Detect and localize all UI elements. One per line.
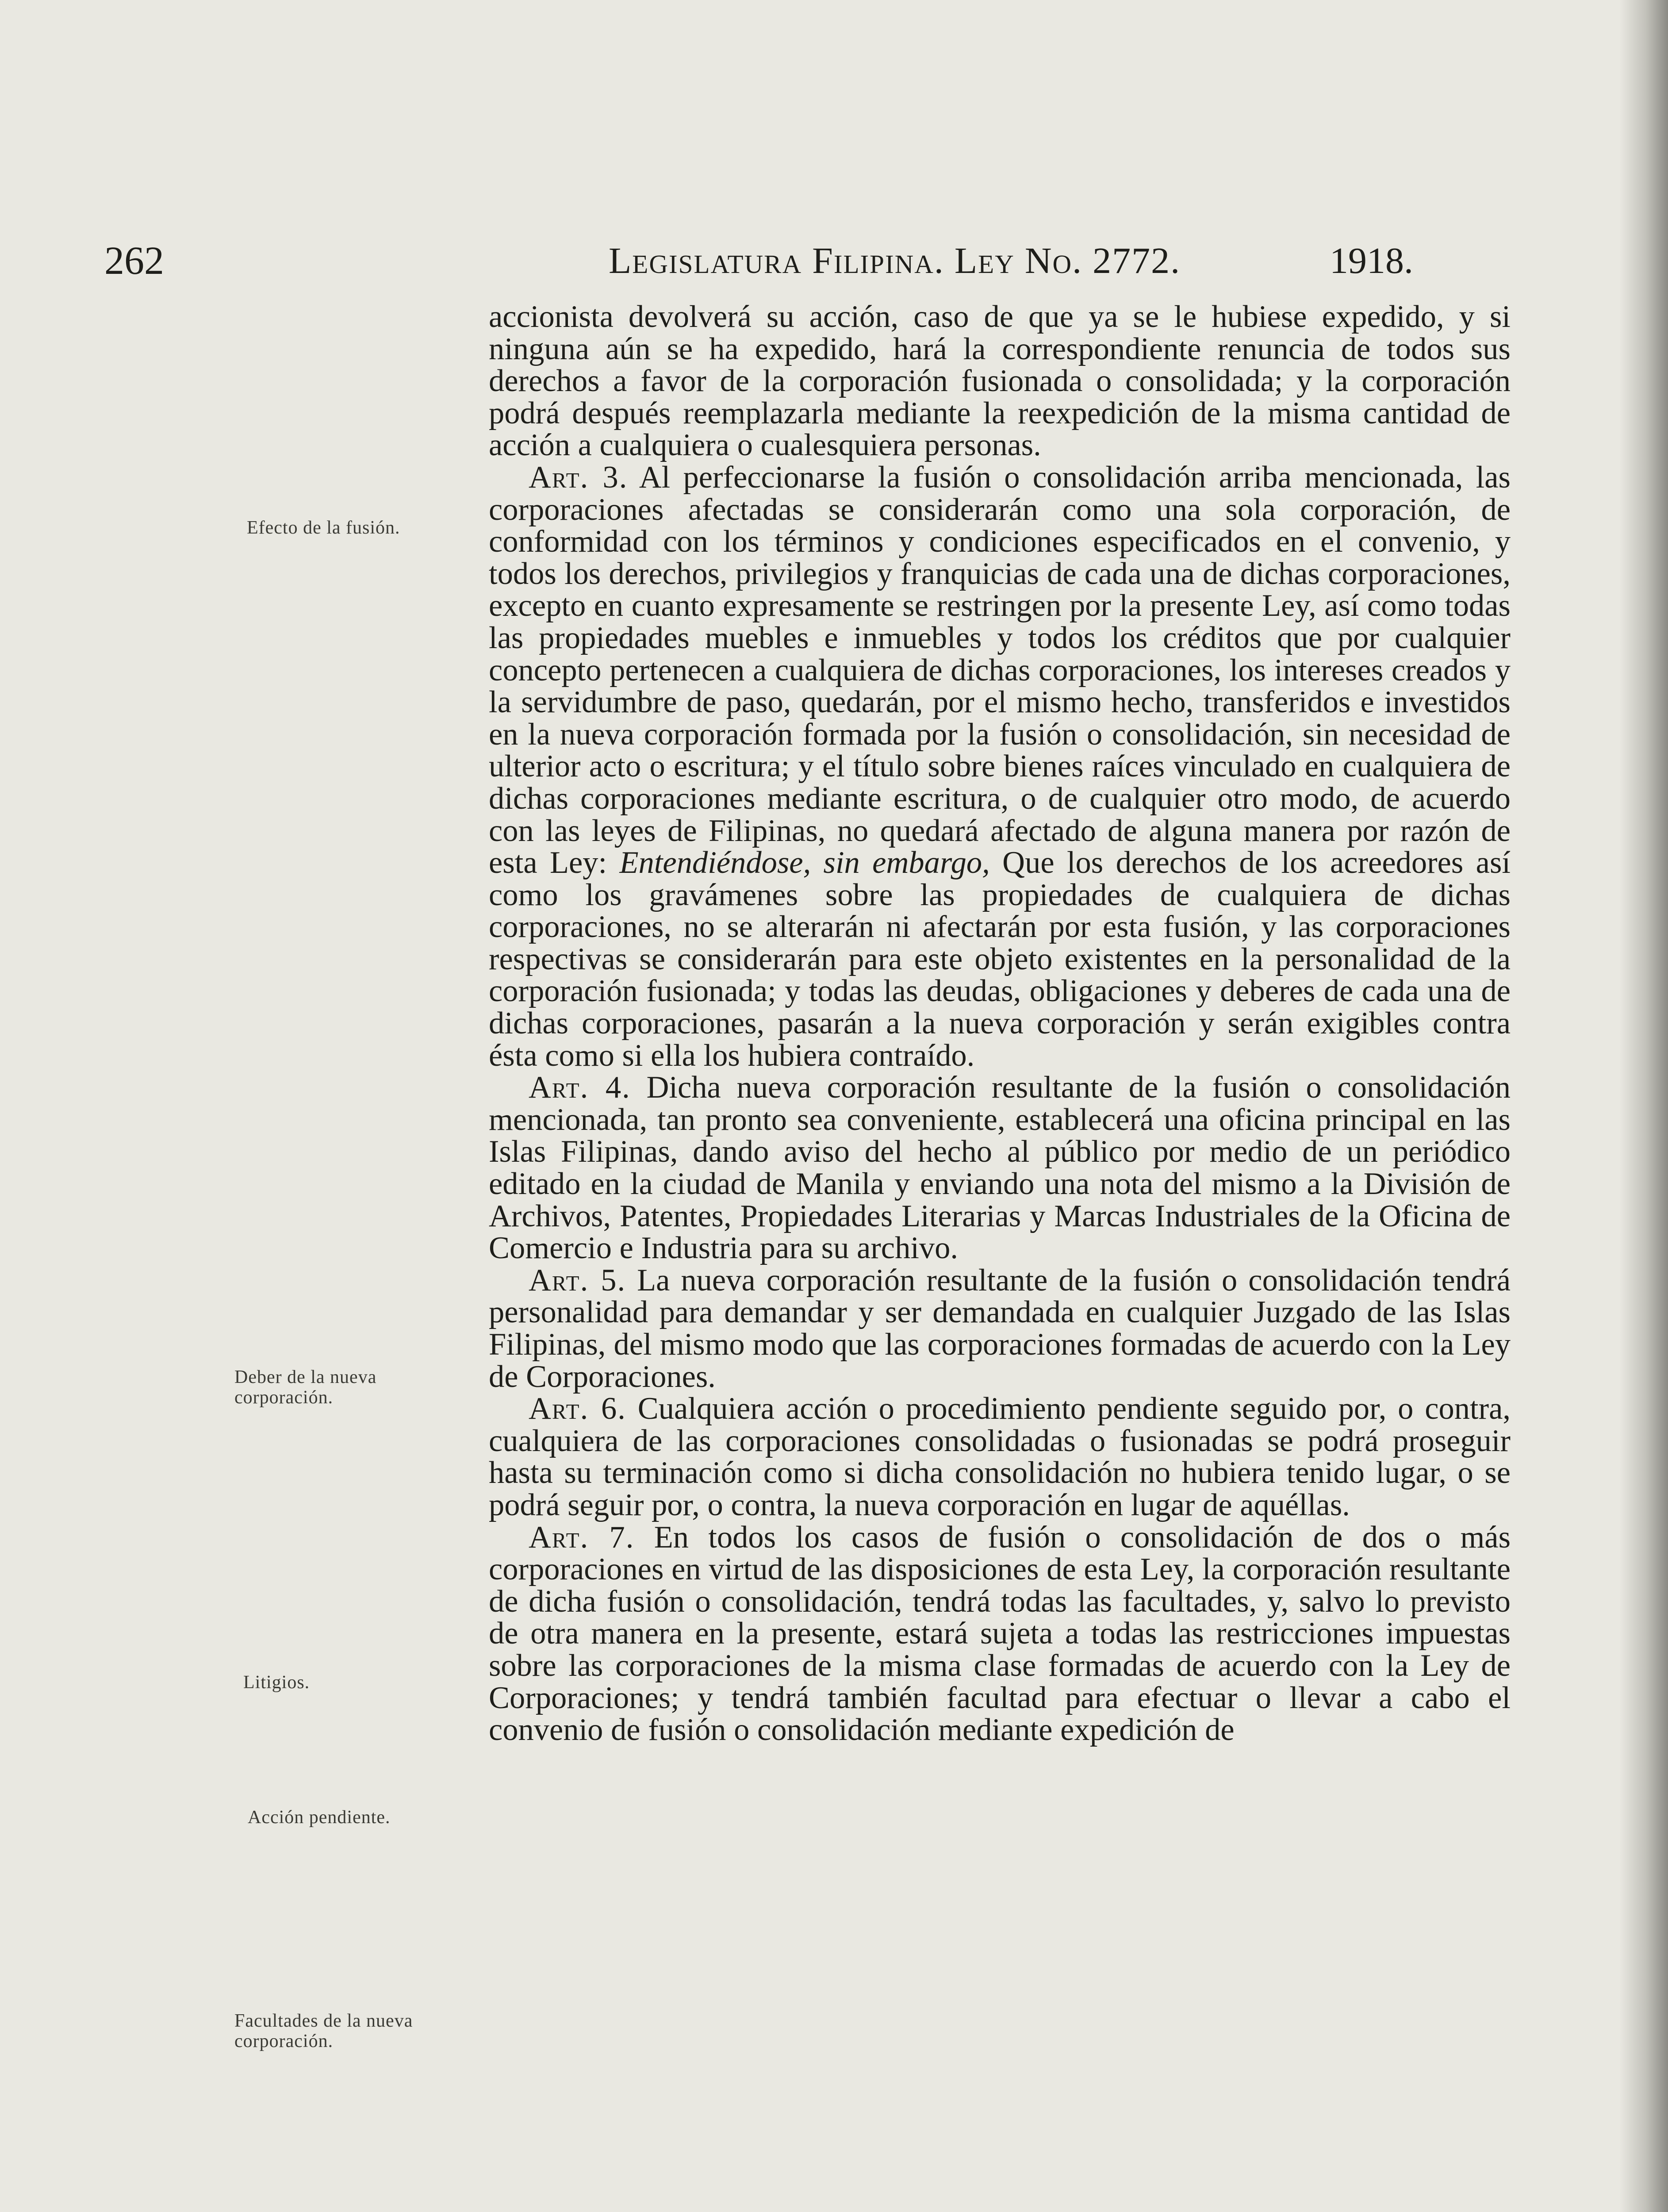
article-4-text: Dicha nueva corporación resultante de la fusión o consolidación mencionada, tan pronto sea conveniente, establecerá una oficina principal en las Islas Filipinas, dando aviso del hecho al público por medio de un periódico editado en la ciudad de Manila y enviando una nota del mismo a la División de Archivos, Patentes, Propiedades Literarias y Marcas Industriales de la Oficina de Comercio e Industria para su archivo. <box>489 1070 1511 1266</box>
continuation-text: accionista devolverá su acción, caso de que ya se le hubiese expedido, y si ninguna aún se ha expedido, hará la correspondiente renuncia de todos sus derechos a favor de la corporación fusionada o consolidada; y la corporación podrá después reemplazarla mediante la reexpedición de la misma cantidad de acción a cualquiera o cualesquiera personas. <box>489 300 1511 463</box>
margin-note-accion: Acción pendiente. <box>248 1807 391 1828</box>
article-3-text: Al perfeccionarse la fusión o consolidación arriba mencionada, las corporaciones afectadas se considerarán como una sola corporación, de conformidad con los términos y condiciones especificados en el convenio, y todos los derechos, privilegios y franquicias de cada una de dichas corporaciones, excepto en cuanto expresamente se restringen por la presente Ley, así como todas las propiedades muebles e inmuebles y todos los créditos que por cualquier concepto pertenecen a cualquiera de dichas corporaciones, los intereses creados y la servidumbre de paso, quedarán, por el mismo hecho, transferidos e investidos en la nueva corporación formada por la fusión o consolidación, sin necesidad de ulterior acto o escritura; y el título sobre bienes raíces vinculado en cualquiera de dichas corporaciones mediante escritura, o de cualquier otro modo, de acuerdo con las leyes de Filipinas, no quedará afectado de alguna manera por razón de esta Ley: <box>489 460 1511 880</box>
margin-note-deber: Deber de la nueva corporación. <box>234 1367 377 1408</box>
article-3-text-cont: Que los derechos de los acreedores así como los gravámenes sobre las propiedades de cualquiera de dichas corporaciones, no se alterarán ni afectarán por esta fusión, y las corporaciones respectivas se considerarán para este objeto existentes en la personalidad de la corporación fusionada; y todas las deudas, obligaciones y deberes de cada una de dichas corporaciones, pasarán a la nueva corporación y serán exigibles contra ésta como si ella los hubiera contraído. <box>489 845 1511 1073</box>
article-3 <box>489 461 1511 1071</box>
binding-shadow <box>1619 0 1668 2212</box>
running-head: Legislatura Filipina. Ley No. 2772. <box>609 240 1181 281</box>
article-4 <box>489 1071 1511 1264</box>
article-7-text: En todos los casos de fusión o consolidación de dos o más corporaciones en virtud de las disposiciones de esta Ley, la corporación resultante de dicha fusión o consolidación, tendrá todas las facultades, y, salvo lo previsto de otra manera en la presente, estará sujeta a todas las restricciones impuestas sobre las corporaciones de la misma clase formadas de acuerdo con la Ley de Corporaciones; y tendrá también facultad para efectuar o llevar a cabo el convenio de fusión o consolidación mediante expedición de <box>489 1520 1511 1747</box>
article-4-label: Art. 4. <box>529 1070 631 1105</box>
margin-note-litigios: Litigios. <box>243 1672 310 1693</box>
article-6-label: Art. 6. <box>529 1391 626 1426</box>
article-7-label: Art. 7. <box>529 1520 635 1555</box>
body-text <box>489 301 1511 1746</box>
running-head-year: 1918. <box>1330 240 1413 281</box>
margin-note-facultades: Facultades de la nueva corporación. <box>234 2011 413 2051</box>
margin-notes <box>190 0 491 2212</box>
article-3-label: Art. 3. <box>529 460 628 495</box>
article-3-proviso: Entendiéndose, sin embargo, <box>619 845 990 880</box>
article-5 <box>489 1264 1511 1393</box>
continuation-paragraph <box>489 301 1511 461</box>
article-7 <box>489 1521 1511 1746</box>
margin-note-efecto: Efecto de la fusión. <box>247 518 400 538</box>
article-6-text: Cualquiera acción o procedimiento pendiente seguido por, o contra, cualquiera de las corporaciones consolidadas o fusionadas se podrá proseguir hasta su terminación como si dicha consolidación no hubiera tenido lugar, o se podrá seguir por, o contra, la nueva corporación en lugar de aquéllas. <box>489 1391 1511 1522</box>
article-5-label: Art. 5. <box>529 1263 626 1298</box>
article-5-text: La nueva corporación resultante de la fusión o consolidación tendrá personalidad para demandar y ser demandada en cualquier Juzgado de las Islas Filipinas, del mismo modo que las corporaciones formadas de acuerdo con la Ley de Corporaciones. <box>489 1263 1511 1394</box>
page-number: 262 <box>104 239 164 283</box>
article-6 <box>489 1393 1511 1521</box>
